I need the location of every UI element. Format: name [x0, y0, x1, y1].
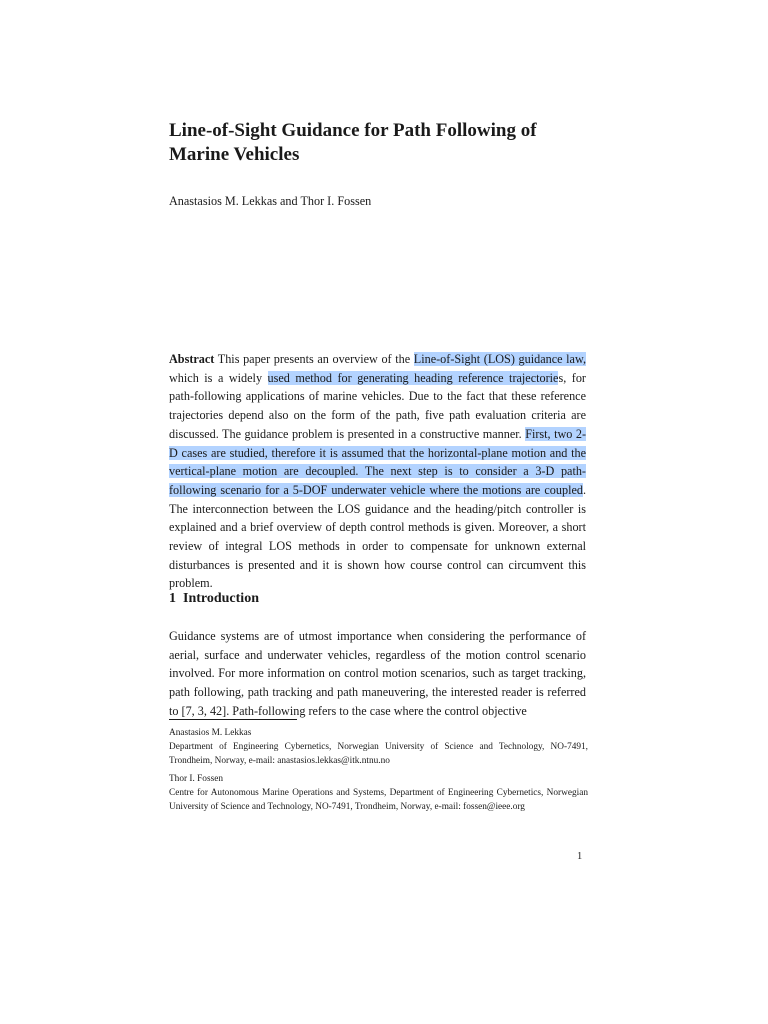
section-number: 1 — [169, 591, 176, 606]
page-number: 1 — [577, 851, 583, 862]
section-title: Introduction — [183, 591, 259, 606]
highlighted-text[interactable]: used method for generating heading reference trajectorie — [267, 370, 559, 385]
paper-authors: Anastasios M. Lekkas and Thor I. Fossen — [169, 194, 372, 208]
footnote-author-name: Thor I. Fossen — [169, 774, 223, 784]
paper-title: Line-of-Sight Guidance for Path Following of Marine Vehicles — [169, 120, 537, 165]
section-heading — [169, 590, 259, 608]
highlighted-text[interactable]: First, two 2-D cases are studied, therefore it is assumed that the horizontal-plane motion and the vertical-plane motion are decoupled. The next step is to consider a 3-D path-following scenario for a 5-DOF underwater vehicle where the motions are coupled — [169, 426, 586, 497]
footnote-author-2 — [169, 772, 588, 815]
highlighted-text[interactable]: Line-of-Sight (LOS) guidance law, — [413, 352, 587, 366]
abstract-text: s, for path-following applications of marine vehicles. Due to the fact that these reference trajectories depend also on the form of the path, five path evaluation criteria are discussed. The guidance problem is presented in a constructive manner. — [169, 370, 586, 441]
abstract-label: Abstract — [169, 352, 215, 366]
abstract-text: which is a widely — [169, 370, 268, 385]
footnote-author-name: Anastasios M. Lekkas — [169, 728, 252, 738]
abstract-text: . The interconnection between the LOS guidance and the heading/pitch controller is explained and a brief overview of depth control methods is given. Moreover, a short review of integral LOS methods in order to compensate for unknown external disturbances is presented and it is shown how course control can circumvent this problem. — [169, 482, 586, 591]
footnote-divider — [169, 719, 297, 720]
introduction-paragraph: Guidance systems are of utmost importance when considering the performance of aerial, surface and underwater vehicles, regardless of the motion control scenario involved. For more information on control motion scenarios, such as target tracking, path following, path tracking and path maneuvering, the interested reader is referred to [7, 3, 42]. Path-following refers to the case where the control objective — [169, 629, 586, 718]
footnote-affiliation: Department of Engineering Cybernetics, Norwegian University of Science and Technology, NO-7491, Trondheim, Norway, e-mail: anastasios.lekkas@itk.ntnu.no — [169, 742, 588, 767]
abstract-text: This paper presents an overview of the — [214, 352, 414, 366]
footnote-affiliation: Centre for Autonomous Marine Operations and Systems, Department of Engineering Cybernetics, Norwegian University of Science and Technology, NO-7491, Trondheim, Norway, e-mail: fossen@ieee.org — [169, 788, 588, 813]
footnote-author-1 — [169, 726, 588, 769]
abstract — [169, 350, 586, 593]
